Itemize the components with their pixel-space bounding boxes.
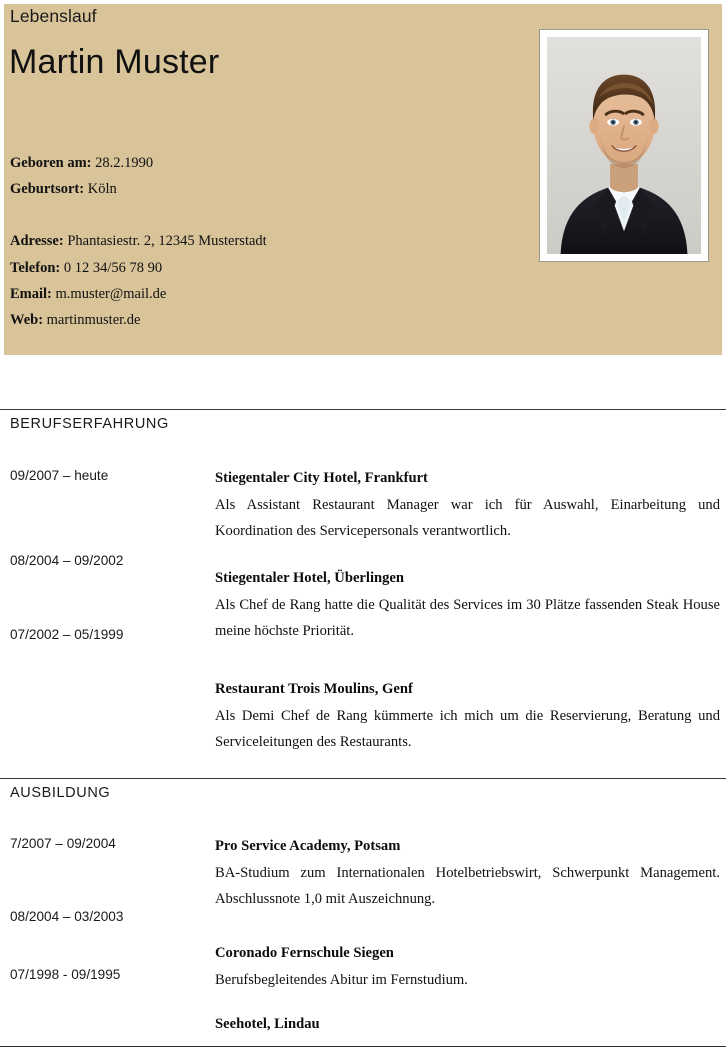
experience-entry-0 [215, 465, 720, 545]
education-entry-0 [215, 833, 720, 913]
experience-organization-2: Restaurant Trois Moulins, Genf [215, 681, 413, 697]
detail-birthplace-label: Geburtsort: [10, 181, 85, 198]
detail-address-label: Adresse: [10, 233, 64, 250]
detail-address [10, 228, 510, 254]
experience-description-0: Als Assistant Restaurant Manager war ich für Auswahl, Einarbeitung und Koordination des Servicepersonals verantwortlich. [215, 496, 720, 539]
avatar [547, 37, 701, 254]
experience-organization-1: Stiegentaler Hotel, Überlingen [215, 570, 405, 586]
detail-web-label: Web: [10, 312, 44, 329]
section-title-education: AUSBILDUNG [10, 785, 111, 801]
detail-birthdate-label: Geboren am: [10, 155, 92, 171]
portrait-photo-icon [547, 37, 701, 254]
section-rule-experience [0, 409, 726, 410]
detail-address-value: Phantasiestr. 2, 12345 Musterstadt [67, 233, 267, 250]
experience-description-1: Als Chef de Rang hatte die Qualität des Services im 30 Plätze fassenden Steak House meine höchste Priorität. [215, 596, 720, 639]
detail-birthdate-value: 28.2.1990 [95, 155, 154, 171]
photo-frame [539, 29, 709, 262]
contact-details-block [10, 150, 510, 333]
education-date-0: 7/2007 – 09/2004 [10, 836, 116, 851]
experience-organization-0: Stiegentaler City Hotel, Frankfurt [215, 470, 428, 486]
education-description-1: Berufsbegleitendes Abitur im Fernstudium. [215, 971, 468, 988]
detail-birthdate [10, 150, 510, 176]
detail-birthplace [10, 176, 510, 202]
education-date-2: 07/1998 - 09/1995 [10, 967, 121, 982]
detail-email [10, 281, 510, 307]
experience-date-0: 09/2007 – heute [10, 468, 109, 483]
education-organization-2: Seehotel, Lindau [215, 1016, 320, 1032]
education-organization-0: Pro Service Academy, Potsam [215, 838, 401, 854]
detail-email-value: m.muster@mail.de [55, 285, 167, 302]
experience-entry-2 [215, 676, 720, 756]
section-rule-education [0, 778, 726, 779]
education-organization-1: Coronado Fernschule Siegen [215, 945, 394, 961]
detail-web-value: martinmuster.de [46, 312, 141, 329]
page-title: Martin Muster [9, 43, 220, 81]
section-title-experience: BERUFSERFAHRUNG [10, 416, 169, 432]
experience-date-2: 07/2002 – 05/1999 [10, 627, 124, 642]
detail-birthplace-value: Köln [87, 181, 117, 198]
experience-date-1: 08/2004 – 09/2002 [10, 553, 124, 568]
detail-phone-label: Telefon: [10, 259, 61, 276]
detail-email-label: Email: [10, 285, 52, 302]
detail-phone-value: 0 12 34/56 78 90 [63, 259, 163, 276]
education-description-0: BA-Studium zum Internationalen Hotelbetriebswirt, Schwerpunkt Management. Abschlussnote 1,0 mit Auszeichnung. [215, 864, 720, 907]
contact-spacer [10, 202, 510, 228]
experience-description-2: Als Demi Chef de Rang kümmerte ich mich um die Reservierung, Beratung und Serviceleitungen des Restaurants. [215, 707, 720, 750]
document-kicker: Lebenslauf [10, 6, 97, 26]
experience-entry-1 [215, 565, 720, 645]
education-entry-1 [215, 940, 720, 993]
detail-web [10, 307, 510, 333]
education-date-1: 08/2004 – 03/2003 [10, 909, 124, 924]
education-entry-2 [215, 1011, 720, 1038]
detail-phone [10, 255, 510, 281]
